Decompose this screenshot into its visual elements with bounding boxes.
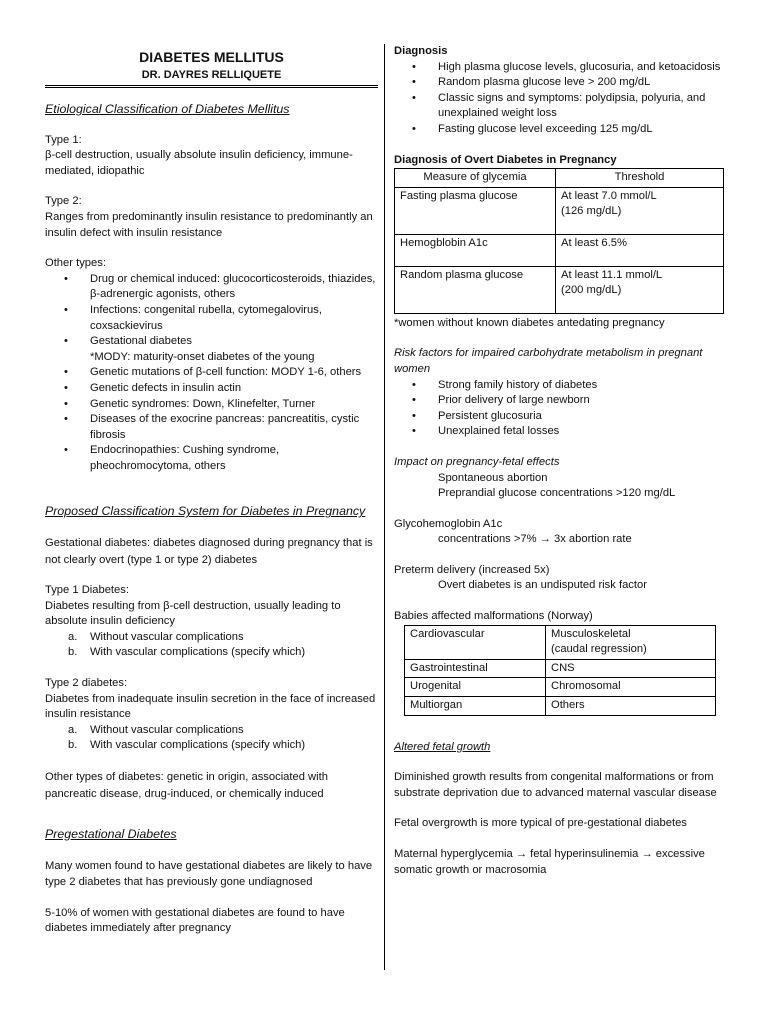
altered-growth-text-3: Maternal hyperglycemia → fetal hyperinsulinemia → excessive somatic growth or macrosomia [394,848,705,876]
column-divider [384,44,385,970]
list-item: • Drug or chemical induced: glucocorticosteroids, thiazides, β-adrenergic agonists, others [90,272,378,303]
list-item: b. With vascular complications (specify which) [68,646,306,659]
right-column [394,44,726,878]
proposed-heading: Proposed Classification System for Diabetes in Pregnancy [45,504,366,519]
diagnosis-list [394,60,726,138]
type1-text: β-cell destruction, usually absolute insulin deficiency, immune-mediated, idiopathic [45,149,353,177]
preterm-text: Overt diabetes is an undisputed risk factor [438,579,647,592]
table-row [395,234,724,266]
etiology-heading: Etiological Classification of Diabetes Mellitus [45,102,290,116]
list-item: • Random plasma glucose leve > 200 mg/dL [438,75,726,91]
table-cell: Urogenital [405,678,546,697]
overt-note: *women without known diabetes antedating pregnancy [394,316,665,329]
table-cell: At least 11.1 mmol/L (200 mg/dL) [556,266,724,313]
impact-heading: Impact on pregnancy-fetal effects [394,455,560,468]
t2d-label: Type 2 diabetes: [45,677,128,690]
table-cell: Fasting plasma glucose [395,187,556,234]
list-item: • Diseases of the exocrine pancreas: pancreatitis, cystic fibrosis [90,412,378,443]
list-item: • Prior delivery of large newborn [438,393,726,409]
table-cell: Gastrointestinal [405,659,546,678]
list-item: • Infections: congenital rubella, cytomegalovirus, coxsackievirus [90,303,378,334]
table-row [405,625,716,659]
type2-text: Ranges from predominantly insulin resistance to predominantly an insulin defect with insulin resistance [45,210,373,239]
glyco-label: Glycohemoglobin A1c [394,517,503,530]
table-row [405,697,716,716]
table-cell: CNS [546,659,716,678]
left-column [45,44,378,937]
table-header: Measure of glycemia [395,169,556,188]
list-item-text: Gestational diabetes [90,335,192,348]
other-types-list [45,272,378,475]
table-row [395,266,724,313]
impact-line-2: Preprandial glucose concentrations >120 mg/dL [438,487,676,500]
altered-growth-text-2: Fetal overgrowth is more typical of pre-gestational diabetes [394,817,687,830]
table-cell: Musculoskeletal (caudal regression) [546,625,716,659]
t1d-text: Diabetes resulting from β-cell destruction, usually leading to absolute insulin deficiency [45,599,341,628]
list-item: • Fasting glucose level exceeding 125 mg/dL [438,122,726,138]
type2-label: Type 2: [45,195,82,208]
list-item: a. Without vascular complications [68,630,244,643]
list-item: • Classic signs and symptoms: polydipsia, polyuria, and unexplained weight loss [438,91,726,122]
pregestational-text-2: 5-10% of women with gestational diabetes are found to have diabetes immediately after pregnancy [45,906,345,935]
table-row [405,678,716,697]
list-item: • Endocrinopathies: Cushing syndrome, pheochromocytoma, others [90,443,378,474]
altered-growth-heading: Altered fetal growth [394,740,491,753]
document-author: DR. DAYRES RELLIQUETE [45,68,378,86]
mody-note: *MODY: maturity-onset diabetes of the young [90,350,315,363]
t1d-label: Type 1 Diabetes: [45,584,129,597]
malformations-heading: Babies affected malformations (Norway) [394,610,593,623]
list-item: • Strong family history of diabetes [438,378,726,394]
list-item: • Persistent glucosuria [438,409,726,425]
list-item: • Genetic defects in insulin actin [90,381,378,397]
table-header-row [395,169,724,188]
table-cell: Hemogblobin A1c [395,234,556,266]
overt-diabetes-table [394,168,724,314]
table-row [395,187,724,234]
pregestational-heading: Pregestational Diabetes [45,827,177,841]
t1d-list [45,630,378,661]
list-item: b. With vascular complications (specify which) [68,739,306,752]
t2d-list [45,723,378,754]
risk-factors-list [394,378,726,440]
table-row [405,659,716,678]
impact-line-1: Spontaneous abortion [438,471,548,484]
table-cell: At least 6.5% [556,234,724,266]
list-item: • Genetic mutations of β-cell function: MODY 1-6, others [90,365,378,381]
malformations-table [404,625,716,716]
table-header: Threshold [556,169,724,188]
table-cell: Cardiovascular [405,625,546,659]
title-divider [45,87,378,88]
document-title: DIABETES MELLITUS [139,49,284,65]
list-item: a. Without vascular complications [68,723,244,736]
overt-diabetes-heading: Diagnosis of Overt Diabetes in Pregnancy [394,153,617,166]
table-cell: Chromosomal [546,678,716,697]
preterm-label: Preterm delivery (increased 5x) [394,563,550,576]
other-types-label: Other types: [45,257,106,270]
list-item: • Genetic syndromes: Down, Klinefelter, Turner [90,397,378,413]
risk-factors-heading: Risk factors for impaired carbohydrate metabolism in pregnant women [394,347,703,375]
glyco-text: concentrations >7% → 3x abortion rate [438,533,632,546]
list-item: • High plasma glucose levels, glucosuria, and ketoacidosis [438,60,726,76]
t2d-text: Diabetes from inadequate insulin secretion in the face of increased insulin resistance [45,692,376,721]
table-cell: Multiorgan [405,697,546,716]
gestational-text: Gestational diabetes: diabetes diagnosed during pregnancy that is not clearly overt (type 1 or type 2) diabetes [45,537,373,566]
table-cell: Random plasma glucose [395,266,556,313]
table-cell: At least 7.0 mmol/L (126 mg/dL) [556,187,724,234]
table-cell: Others [546,697,716,716]
diagnosis-heading: Diagnosis [394,45,448,57]
list-item [90,334,378,365]
pregestational-text-1: Many women found to have gestational diabetes are likely to have type 2 diabetes that has previously gone undiagnosed [45,859,373,889]
type1-label: Type 1: [45,133,82,146]
altered-growth-text-1: Diminished growth results from congenital malformations or from substrate deprivation due to advanced maternal vascular disease [394,771,717,799]
other-diabetes-text: Other types of diabetes: genetic in origin, associated with pancreatic disease, drug-induced, or chemically induced [45,771,328,800]
list-item: • Unexplained fetal losses [438,424,726,440]
